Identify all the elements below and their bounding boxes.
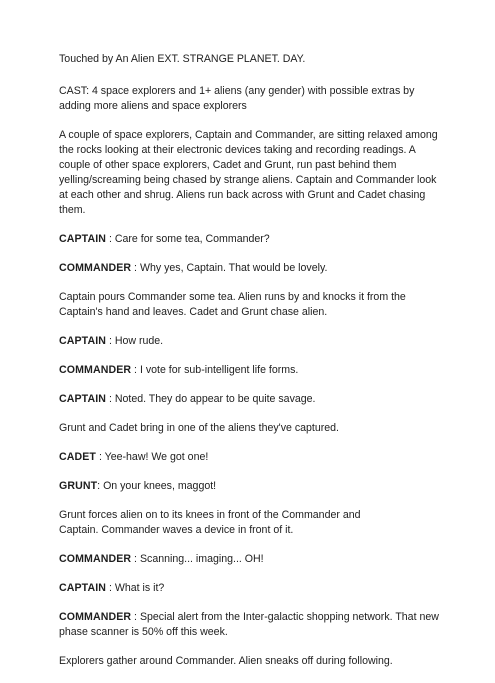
speaker-separator: : bbox=[97, 480, 104, 492]
dialogue-text: Why yes, Captain. That would be lovely. bbox=[139, 262, 328, 274]
speaker-separator: : bbox=[131, 611, 140, 623]
speaker-name: COMMANDER bbox=[59, 611, 132, 623]
dialogue-text: How rude. bbox=[114, 335, 164, 347]
speaker-separator: : bbox=[106, 335, 115, 347]
dialogue-line-1 bbox=[59, 232, 441, 247]
dialogue-text: Yee-haw! We got one! bbox=[104, 451, 209, 463]
dialogue-line-4 bbox=[59, 363, 441, 378]
dialogue-line-5 bbox=[59, 392, 441, 407]
speaker-name: COMMANDER bbox=[59, 553, 132, 565]
action-paragraph-3: Grunt and Cadet bring in one of the aliens they've captured. bbox=[59, 422, 339, 434]
dialogue-text: Noted. They do appear to be quite savage. bbox=[114, 393, 316, 405]
dialogue-text: I vote for sub-intelligent life forms. bbox=[139, 364, 299, 376]
speaker-name: CAPTAIN bbox=[59, 393, 106, 405]
dialogue-line-3 bbox=[59, 334, 441, 349]
dialogue-text: Scanning... imaging... OH! bbox=[139, 553, 264, 565]
speaker-name: CAPTAIN bbox=[59, 335, 106, 347]
action-line: Captain. Commander waves a device in front of it. bbox=[59, 524, 294, 536]
dialogue-text: What is it? bbox=[114, 582, 165, 594]
action-paragraph-2: Captain pours Commander some tea. Alien runs by and knocks it from the Captain's hand and leaves. Cadet and Grunt chase alien. bbox=[59, 291, 406, 318]
speaker-separator: : bbox=[96, 451, 105, 463]
speaker-separator: : bbox=[106, 582, 115, 594]
speaker-name: GRUNT bbox=[59, 480, 98, 492]
speaker-name: COMMANDER bbox=[59, 364, 132, 376]
dialogue-line-7 bbox=[59, 479, 441, 494]
script-page bbox=[59, 52, 441, 683]
speaker-separator: : bbox=[131, 364, 140, 376]
speaker-name: CAPTAIN bbox=[59, 582, 106, 594]
action-line: Grunt forces alien on to its knees in front of the Commander and bbox=[59, 509, 361, 521]
speaker-separator: : bbox=[131, 553, 140, 565]
speaker-separator: : bbox=[106, 233, 115, 245]
dialogue-text: Care for some tea, Commander? bbox=[114, 233, 270, 245]
speaker-separator: : bbox=[131, 262, 140, 274]
speaker-name: CAPTAIN bbox=[59, 233, 106, 245]
speaker-name: CADET bbox=[59, 451, 96, 463]
cast-description: CAST: 4 space explorers and 1+ aliens (any gender) with possible extras by adding more aliens and space explorers bbox=[59, 85, 415, 112]
dialogue-line-6 bbox=[59, 450, 441, 465]
action-paragraph-4 bbox=[59, 508, 441, 538]
speaker-name: COMMANDER bbox=[59, 262, 132, 274]
action-paragraph-5: Explorers gather around Commander. Alien sneaks off during following. bbox=[59, 655, 393, 667]
speaker-separator: : bbox=[106, 393, 115, 405]
dialogue-line-2 bbox=[59, 261, 441, 276]
script-title-line: Touched by An Alien EXT. STRANGE PLANET. DAY. bbox=[59, 53, 306, 65]
dialogue-text: Special alert from the Inter-galactic shopping network. That new phase scanner is 50% off this week. bbox=[59, 611, 439, 638]
dialogue-text: On your knees, maggot! bbox=[103, 480, 217, 492]
dialogue-line-10 bbox=[59, 610, 441, 640]
dialogue-line-8 bbox=[59, 552, 441, 567]
dialogue-line-9 bbox=[59, 581, 441, 596]
action-paragraph-1: A couple of space explorers, Captain and Commander, are sitting relaxed among the rocks looking at their electronic devices taking and recording readings. A couple of other space explorers, Cadet and Grunt, run past behind them yelling/screaming being chased by strange aliens. Captain and Commander look at each other and shrug. Aliens run back across with Grunt and Cadet chasing them. bbox=[59, 129, 438, 216]
